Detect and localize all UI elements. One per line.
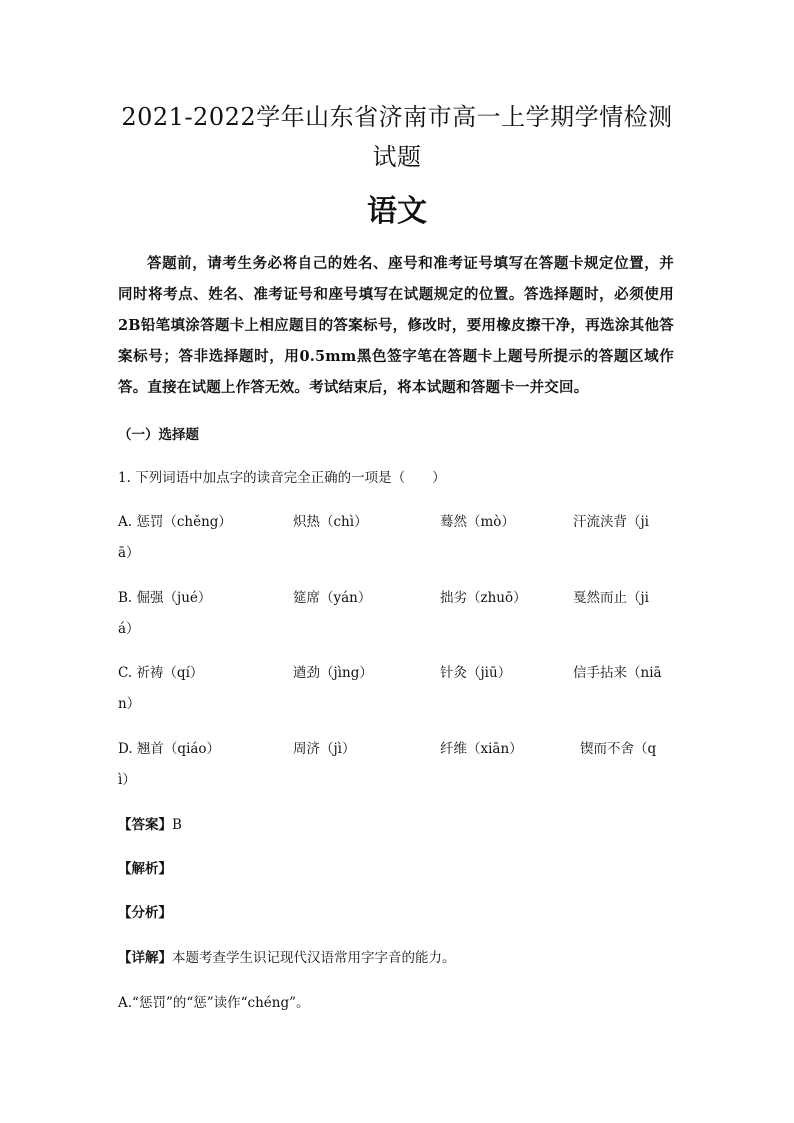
- answer-line: [118, 815, 182, 835]
- option-d-item-3: 纤维（xiān）: [440, 741, 523, 757]
- option-a-item-1: A. 惩罚（chěng）: [118, 514, 232, 530]
- option-a-wrap: ā）: [118, 545, 140, 561]
- option-c-item-1: C. 祈祷（qí）: [118, 665, 204, 681]
- option-d-wrap: ì）: [118, 772, 136, 788]
- option-b-wrap: á）: [118, 621, 140, 637]
- option-d-item-1: D. 翘首（qiáo）: [118, 741, 221, 757]
- option-a-item-4: 汗流浃背（ji: [573, 514, 650, 530]
- option-b-item-3: 拙劣（zhuō）: [440, 590, 527, 606]
- option-a-item-3: 蓦然（mò）: [440, 514, 515, 530]
- fenxi-label: 【分析】: [118, 905, 172, 921]
- option-b-item-2: 筵席（yán）: [293, 590, 372, 606]
- option-c-item-3: 针灸（jiū）: [440, 665, 512, 681]
- answer-value: B: [172, 817, 182, 833]
- detail-line: [118, 948, 456, 968]
- subject-title: 语文: [367, 194, 427, 229]
- option-c-item-2: 遒劲（jìng）: [293, 665, 373, 681]
- option-a-item-2: 炽热（chì）: [293, 514, 368, 530]
- option-d-item-2: 周济（jì）: [293, 741, 356, 757]
- analysis-label: 【解析】: [118, 861, 172, 877]
- detail-text: 本题考查学生识记现代汉语常用字字音的能力。: [172, 950, 456, 966]
- option-b-item-1: B. 倔强（jué）: [118, 590, 212, 606]
- option-d-item-4: 锲而不舍（q: [580, 741, 657, 757]
- explanation-line-a: A.“惩罚”的“惩”读作“chéng”。: [118, 995, 310, 1011]
- answer-label: 【答案】: [118, 817, 172, 833]
- exam-title-line2: 试题: [372, 143, 422, 171]
- instructions-paragraph: 答题前，请考生务必将自己的姓名、座号和准考证号填写在答题卡规定位置，并同时将考点、姓名、准考证号和座号填写在试题规定的位置。答选择题时，必须使用2B铅笔填涂答题卡上相应题目的答案标号，修改时，要用橡皮擦干净，再选涂其他答案标号；答非选择题时，用0.5mm黑色签字笔在答题卡上题号所提示的答题区域作答。直接在试题上作答无效。考试结束后，将本试题和答题卡一并交回。: [118, 255, 674, 396]
- option-b-item-4: 戛然而止（ji: [573, 590, 650, 606]
- question-stem: 1. 下列词语中加点字的读音完全正确的一项是（ ）: [118, 470, 446, 486]
- option-c-item-4: 信手拈来（niā: [573, 665, 662, 681]
- section-heading: （一）选择题: [118, 427, 199, 443]
- detail-label: 【详解】: [118, 950, 172, 966]
- exam-title-line1: 2021-2022学年山东省济南市高一上学期学情检测: [121, 103, 673, 131]
- option-c-wrap: n）: [118, 696, 141, 712]
